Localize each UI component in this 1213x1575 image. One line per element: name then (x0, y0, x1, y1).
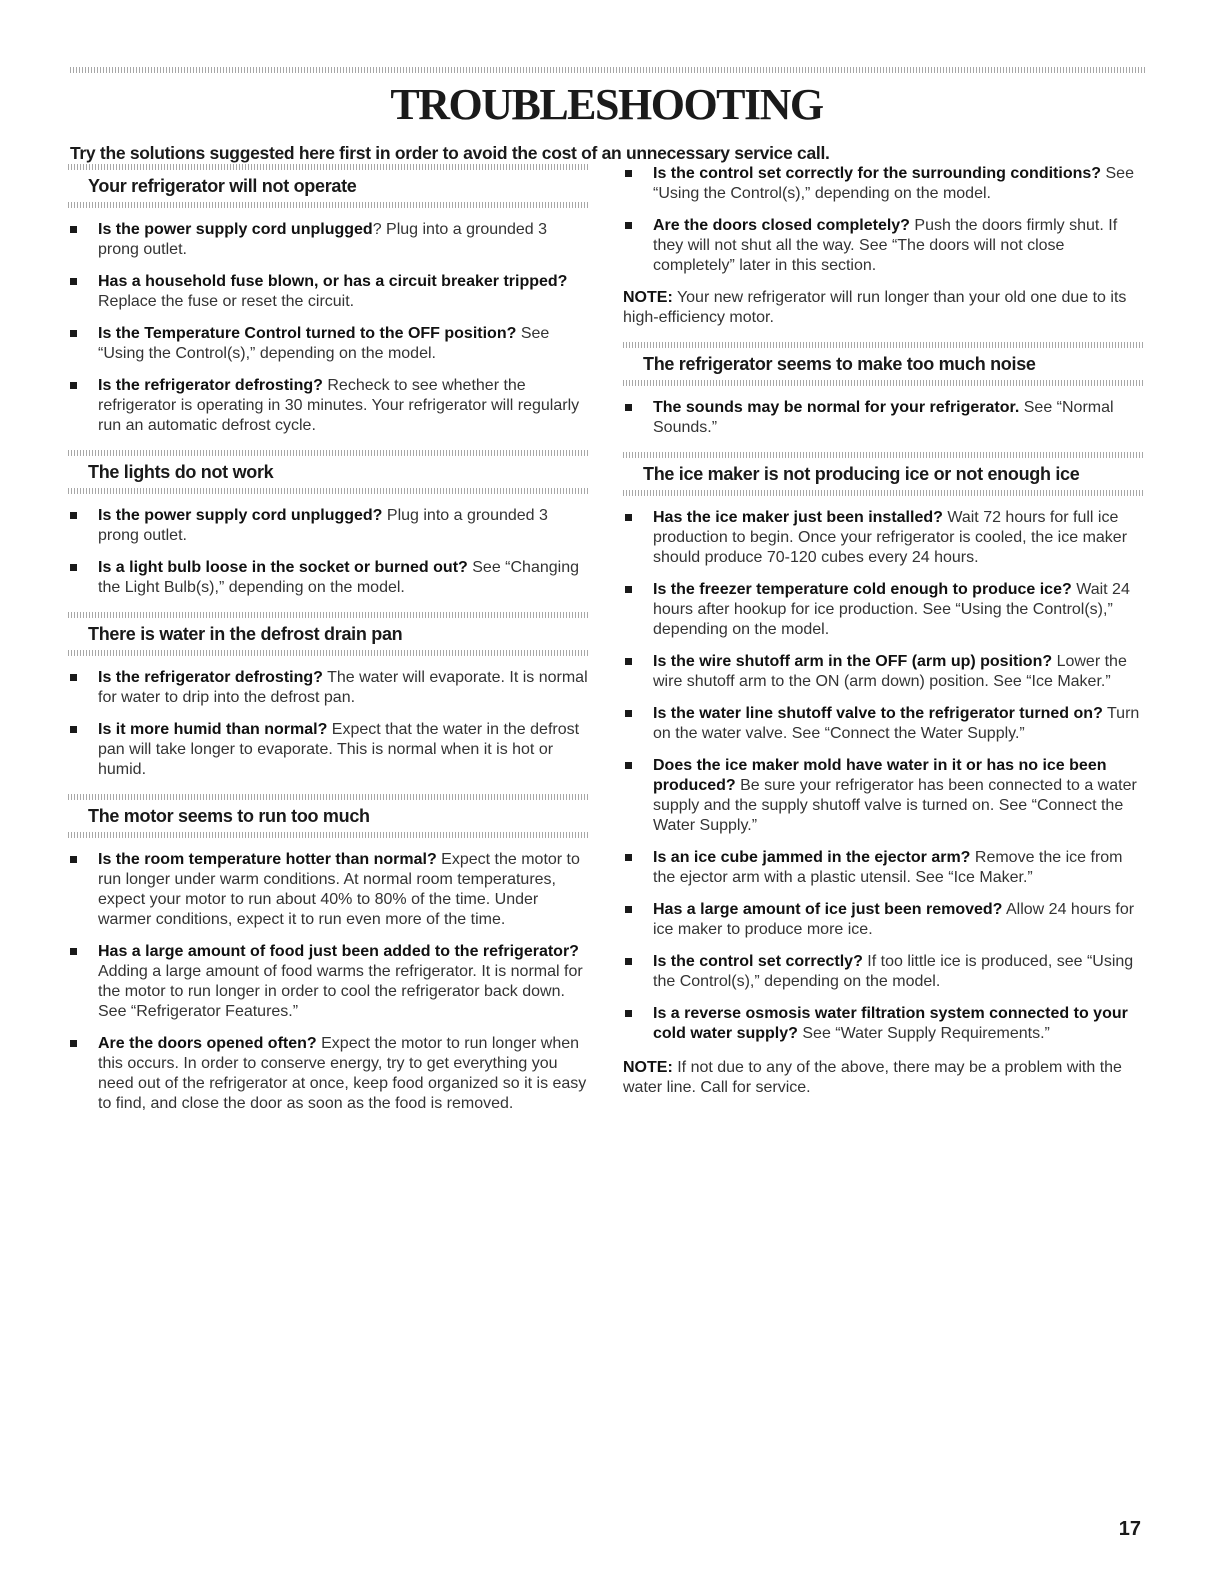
troubleshooting-item (68, 1034, 588, 1114)
troubleshooting-section (68, 612, 588, 780)
item-answer: Expect the motor to run longer under warm conditions. At normal room temperatures, expect your motor to run about 40% to 80% of the time. Under warmer conditions, expect it to run even more of the time. (98, 851, 580, 928)
right-top-list (623, 164, 1143, 276)
square-bullet-icon (625, 514, 632, 521)
square-bullet-icon (70, 382, 77, 389)
square-bullet-icon (70, 564, 77, 571)
troubleshooting-item (623, 398, 1143, 438)
troubleshooting-item (68, 506, 588, 546)
page-number: 17 (1118, 1518, 1141, 1540)
dotted-rule (68, 612, 588, 618)
troubleshooting-section (623, 452, 1143, 1044)
dotted-rule (68, 794, 588, 800)
item-answer: See “Using the Control(s),” depending on the model. (98, 325, 550, 362)
item-answer: If too little ice is produced, see “Using the Control(s),” depending on the model. (653, 953, 1134, 990)
troubleshooting-item (623, 508, 1143, 568)
item-question: Is a reverse osmosis water filtration system connected to your cold water supply? (653, 1005, 1128, 1042)
item-question: Is the power supply cord unplugged (98, 221, 373, 238)
square-bullet-icon (70, 674, 77, 681)
section-title: There is water in the defrost drain pan (88, 624, 403, 644)
section-header (623, 342, 1143, 386)
note-label: NOTE: (623, 1059, 673, 1076)
item-answer: Lower the wire shutoff arm to the ON (arm down) position. See “Ice Maker.” (653, 653, 1127, 690)
troubleshooting-item (68, 720, 588, 780)
note-motor (623, 288, 1143, 328)
item-answer: Push the doors firmly shut. If they will not shut all the way. See “The doors will not close completely” later in this section. (653, 217, 1118, 274)
item-answer: See “Changing the Light Bulb(s),” depending on the model. (98, 559, 579, 596)
troubleshooting-item (623, 580, 1143, 640)
item-answer: See “Normal Sounds.” (653, 399, 1114, 436)
item-question: Is the refrigerator defrosting? (98, 669, 323, 686)
item-question: Has a large amount of ice just been removed? (653, 901, 1003, 918)
dotted-rule (623, 452, 1143, 458)
item-question: Is a light bulb loose in the socket or burned out? (98, 559, 468, 576)
square-bullet-icon (70, 226, 77, 233)
section-title: The motor seems to run too much (88, 806, 370, 826)
troubleshooting-item (68, 272, 588, 312)
dotted-rule (68, 164, 588, 170)
troubleshooting-item (623, 164, 1143, 204)
dotted-rule (623, 342, 1143, 348)
item-answer: Expect the motor to run longer when this occurs. In order to conserve energy, try to get everything you need out of the refrigerator at once, keep food organized so it is easy to find, and close the door as soon as the food is removed. (98, 1035, 587, 1112)
section-header (68, 450, 588, 494)
top-dotted-rule (70, 67, 1145, 73)
troubleshooting-item (623, 216, 1143, 276)
dotted-rule (623, 490, 1143, 496)
troubleshooting-item (68, 668, 588, 708)
square-bullet-icon (70, 726, 77, 733)
section-header (68, 794, 588, 838)
item-question: Is the freezer temperature cold enough to produce ice? (653, 581, 1072, 598)
intro-text: Try the solutions suggested here first in order to avoid the cost of an unnecessary service call. (70, 143, 830, 163)
item-list (623, 398, 1143, 438)
troubleshooting-item (68, 850, 588, 930)
item-list (68, 668, 588, 780)
square-bullet-icon (625, 222, 632, 229)
item-answer: Expect that the water in the defrost pan will take longer to evaporate. This is normal when it is hot or humid. (98, 721, 580, 778)
square-bullet-icon (625, 404, 632, 411)
item-question: Is the power supply cord unplugged? (98, 507, 383, 524)
item-question: Is the wire shutoff arm in the OFF (arm up) position? (653, 653, 1053, 670)
square-bullet-icon (625, 170, 632, 177)
item-answer: Wait 72 hours for full ice production to begin. Once your refrigerator is cooled, the ice maker should produce 70-120 cubes every 24 hours. (653, 509, 1128, 566)
item-question: Are the doors closed completely? (653, 217, 910, 234)
dotted-rule (623, 380, 1143, 386)
dotted-rule (68, 450, 588, 456)
square-bullet-icon (625, 658, 632, 665)
section-title: The refrigerator seems to make too much noise (643, 354, 1036, 374)
item-question: Has a household fuse blown, or has a circuit breaker tripped? (98, 273, 568, 290)
item-question: Does the ice maker mold have water in it or has no ice been produced? (653, 757, 1107, 794)
item-answer: See “Water Supply Requirements.” (797, 1025, 1050, 1042)
square-bullet-icon (625, 906, 632, 913)
item-answer: Plug into a grounded 3 prong outlet. (98, 507, 548, 544)
item-list (68, 220, 588, 436)
left-column (68, 164, 588, 1128)
square-bullet-icon (625, 710, 632, 717)
square-bullet-icon (70, 278, 77, 285)
item-list (68, 850, 588, 1114)
item-question: Has the ice maker just been installed? (653, 509, 943, 526)
item-answer: Replace the fuse or reset the circuit. (98, 293, 355, 310)
square-bullet-icon (70, 512, 77, 519)
item-question: Is the Temperature Control turned to the OFF position? (98, 325, 517, 342)
troubleshooting-item (68, 376, 588, 436)
troubleshooting-item (623, 756, 1143, 836)
troubleshooting-item (623, 952, 1143, 992)
item-answer: Wait 24 hours after hookup for ice production. See “Using the Control(s),” depending on the model. (653, 581, 1130, 638)
item-answer: Turn on the water valve. See “Connect the Water Supply.” (653, 705, 1140, 742)
item-answer: Recheck to see whether the refrigerator is operating in 30 minutes. Your refrigerator will regularly run an automatic defrost cycle. (98, 377, 580, 434)
square-bullet-icon (625, 586, 632, 593)
item-answer: Allow 24 hours for ice maker to produce more ice. (653, 901, 1135, 938)
item-question: Is an ice cube jammed in the ejector arm? (653, 849, 971, 866)
square-bullet-icon (70, 856, 77, 863)
troubleshooting-item (68, 558, 588, 598)
square-bullet-icon (625, 762, 632, 769)
square-bullet-icon (625, 1010, 632, 1017)
item-question: Is the control set correctly for the surrounding conditions? (653, 165, 1102, 182)
square-bullet-icon (625, 854, 632, 861)
troubleshooting-item (623, 900, 1143, 940)
item-question: Is the room temperature hotter than normal? (98, 851, 437, 868)
item-answer: ? Plug into a grounded 3 prong outlet. (98, 221, 548, 258)
item-list (623, 508, 1143, 1044)
item-answer: Be sure your refrigerator has been connected to a water supply and the supply shutoff valve is turned on. See “Connect the Water Supply.” (653, 777, 1137, 834)
section-title: The ice maker is not producing ice or not enough ice (643, 464, 1080, 484)
section-title: Your refrigerator will not operate (88, 176, 357, 196)
troubleshooting-item (68, 324, 588, 364)
right-column (623, 164, 1143, 1112)
note-text: Your new refrigerator will run longer than your old one due to its high-efficiency motor. (623, 289, 1127, 326)
item-answer: See “Using the Control(s),” depending on the model. (653, 165, 1134, 202)
note-label: NOTE: (623, 289, 673, 306)
troubleshooting-item (623, 1004, 1143, 1044)
page-title: TROUBLESHOOTING (390, 80, 823, 129)
item-list (68, 506, 588, 598)
item-answer: Remove the ice from the ejector arm with a plastic utensil. See “Ice Maker.” (653, 849, 1123, 886)
square-bullet-icon (70, 948, 77, 955)
square-bullet-icon (70, 1040, 77, 1047)
item-question: Is the control set correctly? (653, 953, 863, 970)
troubleshooting-section (68, 164, 588, 436)
note-text: If not due to any of the above, there may be a problem with the water line. Call for service. (623, 1059, 1122, 1096)
item-question: Has a large amount of food just been added to the refrigerator? (98, 943, 579, 960)
item-question: Is the refrigerator defrosting? (98, 377, 323, 394)
note-water-line (623, 1058, 1143, 1098)
troubleshooting-item (68, 220, 588, 260)
item-question: Is it more humid than normal? (98, 721, 328, 738)
troubleshooting-section (623, 342, 1143, 438)
section-title: The lights do not work (88, 462, 274, 482)
square-bullet-icon (70, 330, 77, 337)
dotted-rule (68, 650, 588, 656)
dotted-rule (68, 202, 588, 208)
troubleshooting-item (623, 704, 1143, 744)
item-question: Are the doors opened often? (98, 1035, 317, 1052)
square-bullet-icon (625, 958, 632, 965)
section-header (623, 452, 1143, 496)
troubleshooting-section (68, 450, 588, 598)
dotted-rule (68, 832, 588, 838)
dotted-rule (68, 488, 588, 494)
troubleshooting-item (68, 942, 588, 1022)
troubleshooting-section (68, 794, 588, 1114)
troubleshooting-item (623, 652, 1143, 692)
item-answer: Adding a large amount of food warms the refrigerator. It is normal for the motor to run longer in order to cool the refrigerator back down. See “Refrigerator Features.” (98, 963, 583, 1020)
right-sections (623, 342, 1143, 1044)
troubleshooting-item (623, 848, 1143, 888)
section-header (68, 612, 588, 656)
section-header (68, 164, 588, 208)
item-question: Is the water line shutoff valve to the refrigerator turned on? (653, 705, 1103, 722)
item-answer: The water will evaporate. It is normal for water to drip into the defrost pan. (98, 669, 588, 706)
item-question: The sounds may be normal for your refrigerator. (653, 399, 1020, 416)
